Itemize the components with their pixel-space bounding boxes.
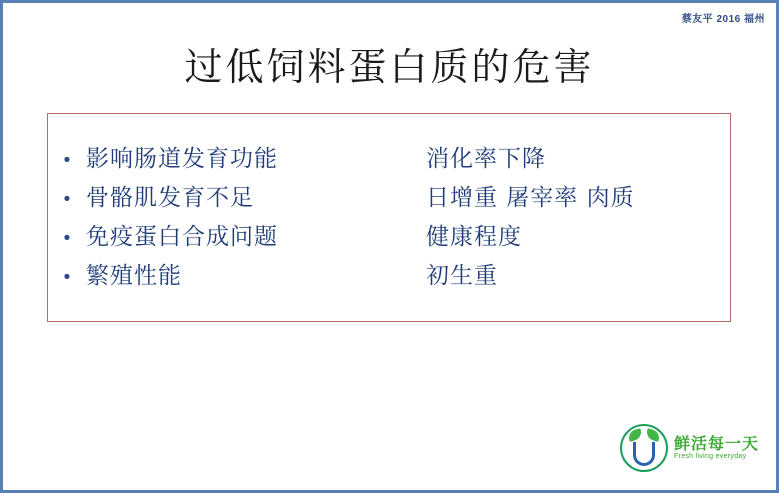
slide-border-top <box>0 0 779 3</box>
cup-icon <box>633 442 655 466</box>
bullet-primary-text: 免疫蛋白合成问题 <box>86 224 278 250</box>
bullet-primary-text: 影响肠道发育功能 <box>86 146 278 172</box>
list-item <box>48 140 730 179</box>
bullet-dot-icon: • <box>63 267 71 288</box>
brand-name-en: Fresh living everyday <box>673 452 747 460</box>
bullet-list <box>48 140 730 296</box>
bullet-dot-icon: • <box>63 150 71 171</box>
bullet-dot-icon: • <box>63 189 71 210</box>
bullet-secondary-text: 消化率下降 <box>426 146 546 172</box>
brand-name-cn: 鲜活每一天 <box>673 434 759 454</box>
list-item <box>48 218 730 257</box>
brand-logo-text <box>674 435 759 460</box>
list-item <box>48 257 730 296</box>
bullet-dot-icon: • <box>63 228 71 249</box>
content-box <box>47 113 731 322</box>
bullet-secondary-text: 健康程度 <box>426 224 522 250</box>
presenter-note: 蔡友平 2016 福州 <box>681 14 765 25</box>
bullet-secondary-text: 日增重 屠宰率 肉质 <box>426 185 635 211</box>
brand-logo <box>620 425 759 471</box>
leaf-cup-icon <box>620 424 668 472</box>
list-item <box>48 179 730 218</box>
bullet-primary-text: 繁殖性能 <box>86 263 182 289</box>
page-title: 过低饲料蛋白质的危害 <box>184 45 595 89</box>
leaf-right-icon <box>645 428 661 442</box>
bullet-primary-text: 骨骼肌发育不足 <box>86 185 254 211</box>
bullet-secondary-text: 初生重 <box>426 263 498 289</box>
leaf-left-icon <box>627 428 643 442</box>
